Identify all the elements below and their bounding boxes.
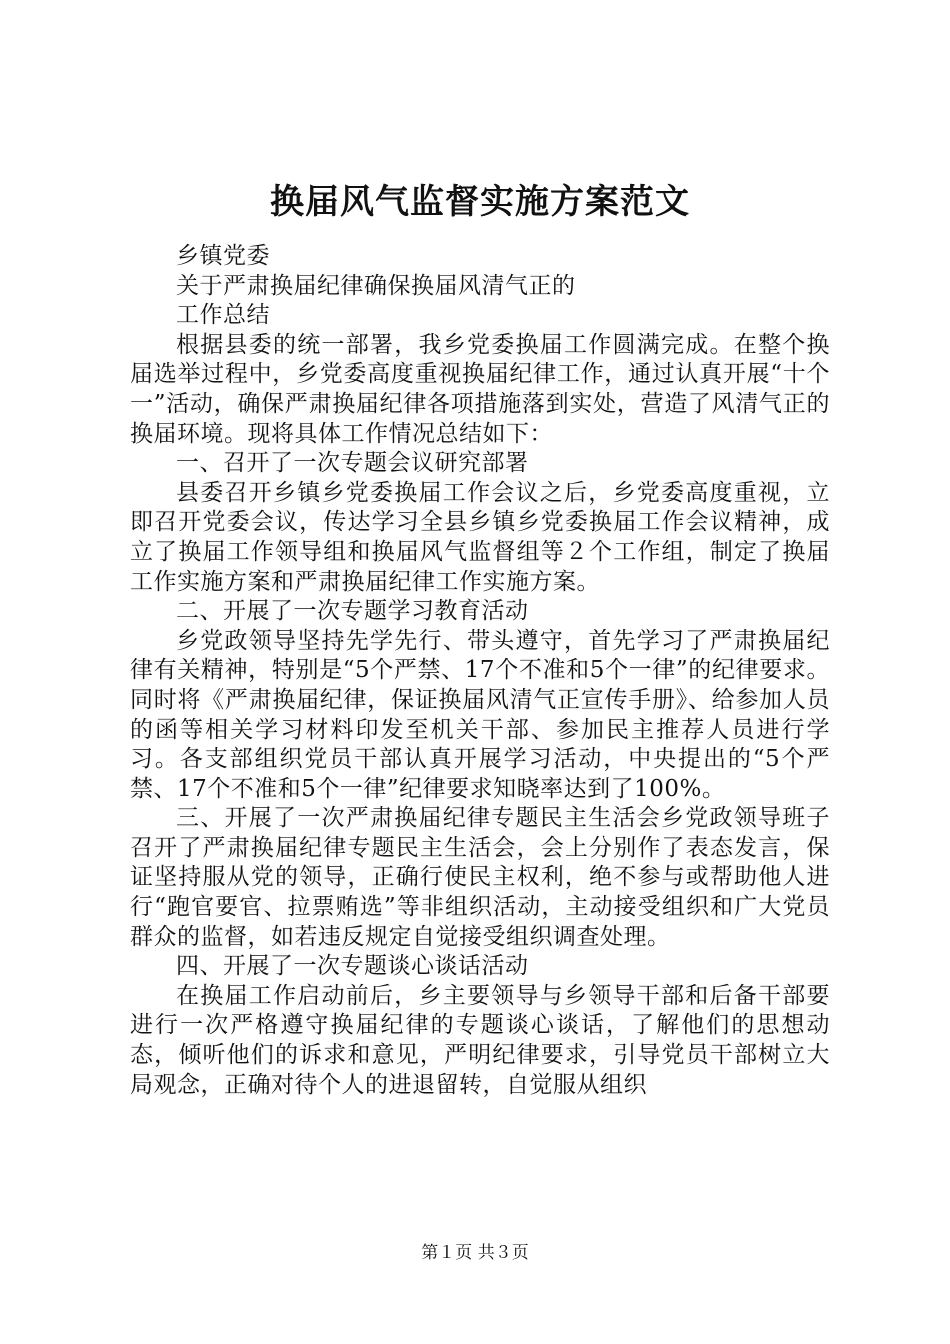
- section-heading: 四、开展了一次专题谈心谈话活动: [176, 953, 529, 980]
- paragraph: 在换届工作启动前后，乡主要领导与乡领导干部和后备干部要进行一次严格遵守换届纪律的专题谈心谈话，了解他们的思想动态，倾听他们的诉求和意见，严明纪律要求，引导党员干部树立大局观念，正确对待个人的进退留转，自觉服从组织: [130, 982, 830, 1098]
- section-heading: 一、召开了一次专题会议研究部署: [176, 450, 529, 477]
- document-body: [130, 242, 830, 1100]
- document-page: [130, 180, 830, 1100]
- paragraph: 县委召开乡镇乡党委换届工作会议之后，乡党委高度重视，立即召开党委会议，传达学习全县乡镇乡党委换届工作会议精神，成立了换届工作领导组和换届风气监督组等２个工作组，制定了换届工作实施方案和严肃换届纪律工作实施方案。: [130, 479, 830, 595]
- paragraph: 根据县委的统一部署，我乡党委换届工作圆满完成。在整个换届选举过程中，乡党委高度重视换届纪律工作，通过认真开展“十个一”活动，确保严肃换届纪律各项措施落到实处，营造了风清气正的换届环境。现将具体工作情况总结如下：: [130, 331, 830, 447]
- paragraph: 乡党政领导坚持先学先行、带头遵守，首先学习了严肃换届纪律有关精神，特别是“5个严禁、17个不准和5个一律”的纪律要求。同时将《严肃换届纪律，保证换届风清气正宣传手册》、给参加人员的函等相关学习材料印发至机关干部、参加民主推荐人员进行学习。各支部组织党员干部认真开展学习活动，中央提出的“5个严禁、17个不准和5个一律”纪律要求知晓率达到了100%。: [130, 627, 830, 802]
- paragraph: 乡镇党委: [176, 243, 270, 269]
- paragraph: 关于严肃换届纪律确保换届风清气正的: [176, 272, 576, 299]
- paragraph: 工作总结: [176, 302, 270, 329]
- paragraph: 三、开展了一次严肃换届纪律专题民主生活会乡党政领导班子召开了严肃换届纪律专题民主生活会，会上分别作了表态发言，保证坚持服从党的领导，正确行使民主权利，绝不参与或帮助他人进行“跑官要官、拉票贿选”等非组织活动，主动接受组织和广大党员群众的监督，如若违反规定自觉接受组织调查处理。: [130, 805, 830, 950]
- document-title: 换届风气监督实施方案范文: [270, 182, 690, 222]
- section-heading: 二、开展了一次专题学习教育活动: [176, 598, 529, 625]
- page-footer: 第１页 共３页: [421, 1243, 529, 1263]
